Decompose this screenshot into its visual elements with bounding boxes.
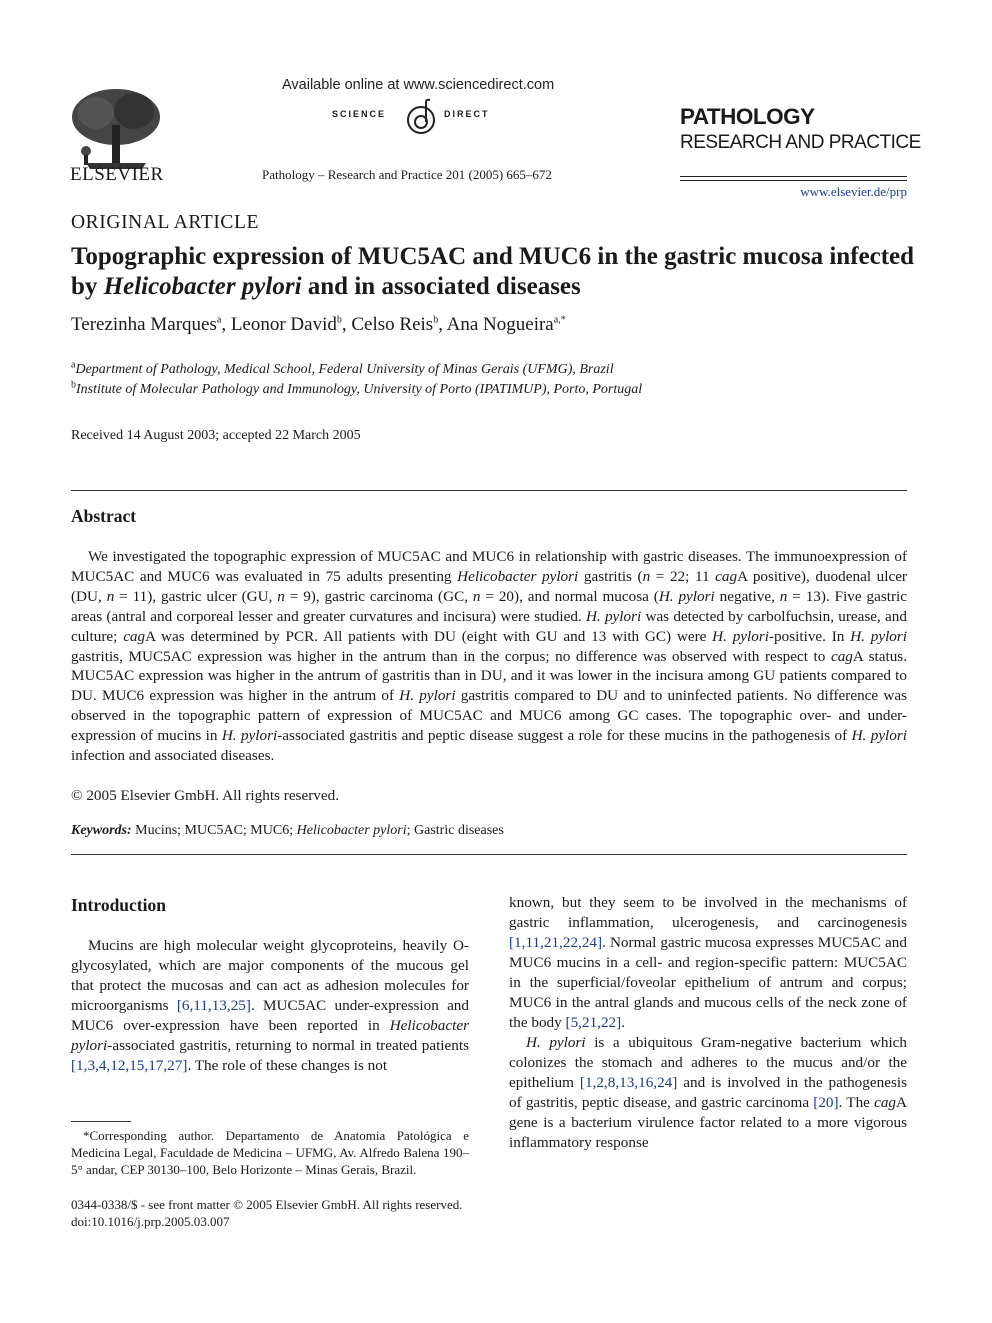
abstract-copyright: © 2005 Elsevier GmbH. All rights reserved. xyxy=(71,787,339,804)
section-divider xyxy=(71,490,907,491)
author-name[interactable]: Celso Reis xyxy=(351,314,434,335)
available-online-text[interactable]: Available online at www.sciencedirect.com xyxy=(282,77,555,93)
author-name[interactable]: Leonor David xyxy=(230,314,337,335)
sd-logo-right-text: DIRECT xyxy=(444,109,490,119)
introduction-heading: Introduction xyxy=(71,895,166,915)
journal-name-line1: PATHOLOGY xyxy=(680,104,815,129)
citation-link[interactable]: [20] xyxy=(813,1094,839,1111)
journal-name-line2: RESEARCH AND PRACTICE xyxy=(680,132,921,153)
keywords-line: Keywords: Mucins; MUC5AC; MUC6; Helicobacter pylori; Gastric diseases xyxy=(71,823,504,838)
citation-link[interactable]: [5,21,22] xyxy=(565,1014,622,1031)
article-type: ORIGINAL ARTICLE xyxy=(71,212,260,233)
citation-link[interactable]: [6,11,13,25] xyxy=(176,997,251,1014)
affiliation-a: $^a$Department of Pathology, Medical School, Federal University of Minas Gerais (UFMG), Brazil xyxy=(71,359,614,377)
sciencedirect-logo xyxy=(332,98,512,138)
journal-url-link[interactable]: www.elsevier.de/prp xyxy=(800,184,907,199)
keywords-label: Keywords: xyxy=(71,823,132,838)
author-list: Terezinha Marques$^a$, Leonor David$^b$, Celso Reis$^b$, Ana Nogueira$^{a,*}$ xyxy=(71,314,566,335)
introduction-right-column: known, but they seem to be involved in the mechanisms of gastric inflammation, ulcerogenesis, and carcinogenesis [1,11,21,22,24]. Normal gastric mucosa expresses MUC5AC and MUC6 mucins in a cell- and region-specific pattern: MUC5AC in the superficial/foveolar epithelium of antrum and corpus; MUC6 in the antral glands and mucous cells of the neck zone of the body [5,21,22]. H. pylori is a ubiquitous Gram-negative bacterium which colonizes the stomach and adheres to the mucus and/or the epithelium [1,2,8,13,16,24] and is involved in the pathogenesis of gastritis, peptic disease, and gastric carcinoma [20]. The cagA gene is a bacterium virulence factor related to a more vigorous inflammatory response xyxy=(509,894,907,1151)
footnote-rule xyxy=(71,1121,131,1122)
abstract-text: We investigated the topographic expression of MUC5AC and MUC6 in relationship with gastric diseases. The immunoexpression of MUC5AC and MUC6 was evaluated in 75 adults presenting Helicobacter pylori gastritis (n = 22; 11 cagA positive), duodenal ulcer (DU, n = 11), gastric ulcer (GU, n = 9), gastric carcinoma (GC, n = 20), and normal mucosa (H. pylori negative, n = 13). Five gastric areas (antral and corporeal lesser and greater curvatures and incisura) were studied. H. pylori was detected by carbolfuchsin, urease, and culture; cagA was determined by PCR. All patients with DU (eight with GU and 13 with GC) were H. pylori-positive. In H. pylori gastritis, MUC5AC expression was higher in the antrum than in the corpus; no difference was observed with respect to cagA status. MUC5AC expression was higher in the antrum of gastritis than in DU, and it was lower in the incisura among GU patients compared to DU. MUC6 expression was higher in the antrum of H. pylori gastritis compared to DU and to uninfected patients. No difference was observed in the topographic pattern of expression of MUC5AC and MUC6 among GC cases. The topographic over- and under-expression of mucins in H. pylori-associated gastritis and peptic disease suggest a role for these mucins in the pathogenesis of H. pylori infection and associated diseases. xyxy=(71,548,908,765)
citation-link[interactable]: [1,2,8,13,16,24] xyxy=(579,1074,678,1091)
section-divider xyxy=(71,854,907,855)
citation-link[interactable]: [1,11,21,22,24] xyxy=(509,934,603,951)
sciencedirect-d-icon xyxy=(404,98,438,136)
sd-logo-left-text: SCIENCE xyxy=(332,109,387,119)
publisher-name: ELSEVIER xyxy=(70,164,164,185)
abstract-heading: Abstract xyxy=(71,506,137,526)
article-title: Topographic expression of MUC5AC and MUC6 in the gastric mucosa infected by Helicobacter pylori and in associated diseases xyxy=(71,243,915,300)
issn-line: 0344-0338/$ - see front matter © 2005 Elsevier GmbH. All rights reserved. xyxy=(71,1197,463,1212)
citation-link[interactable]: [1,3,4,12,15,17,27] xyxy=(71,1057,188,1074)
introduction-left-column: Mucins are high molecular weight glycoproteins, heavily O-glycosylated, which are major components of the mucous gel that protect the mucosas and can act as adhesion molecules for microorganisms [6,11,13,25]. MUC5AC under-expression and MUC6 over-expression have been reported in Helicobacter pylori-associated gastritis, returning to normal in treated patients [1,3,4,12,15,17,27]. The role of these changes is not xyxy=(71,937,469,1074)
doi-link[interactable]: doi:10.1016/j.prp.2005.03.007 xyxy=(71,1214,230,1229)
affiliation-b: $^b$Institute of Molecular Pathology and Immunology, University of Porto (IPATIMUP), Porto, Portugal xyxy=(71,379,643,397)
journal-reference: Pathology – Research and Practice 201 (2005) 665–672 xyxy=(262,167,552,182)
header-rule xyxy=(680,180,907,181)
author-name[interactable]: Terezinha Marques xyxy=(71,314,217,335)
corresponding-author-footnote: *Corresponding author. Departamento de Anatomia Patológica e Medicina Legal, Faculdade de Medicina – UFMG, Av. Alfredo Balena 190–5° andar, CEP 30130–100, Belo Horizonte – Minas Gerais, Brazil. xyxy=(71,1128,469,1177)
header-rule xyxy=(680,176,907,177)
author-name[interactable]: Ana Nogueira xyxy=(446,314,554,335)
received-dates: Received 14 August 2003; accepted 22 March 2005 xyxy=(71,428,361,443)
